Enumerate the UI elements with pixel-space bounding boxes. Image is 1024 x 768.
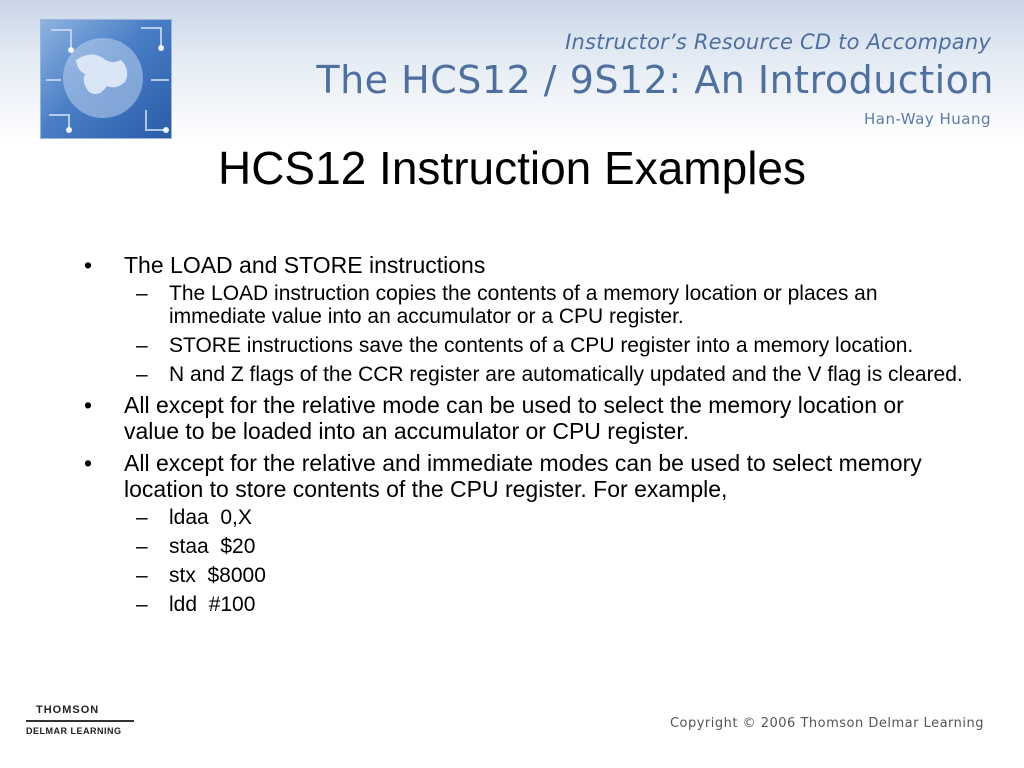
dash-marker: – (136, 535, 148, 558)
bullet-list (84, 252, 964, 616)
bullet-marker: • (84, 392, 93, 418)
bullet-item (84, 450, 964, 616)
sub-bullet-list (124, 506, 964, 616)
slide-title: HCS12 Instruction Examples (217, 142, 807, 194)
publisher-logo-bottom: DELMAR LEARNING (26, 726, 122, 736)
bullet-item (84, 392, 964, 444)
logo-divider (26, 720, 134, 722)
sub-bullet-item (124, 282, 964, 328)
publisher-logo (26, 704, 136, 738)
book-title: The HCS12 / 9S12: An Introduction (316, 58, 994, 102)
bullet-marker: • (84, 450, 93, 476)
dash-marker: – (136, 282, 148, 305)
code-example-text: ldd #100 (169, 593, 256, 616)
bullet-marker: • (84, 252, 93, 278)
copyright-notice: Copyright © 2006 Thomson Delmar Learning (669, 716, 984, 731)
bullet-text: The LOAD and STORE instructions (124, 252, 486, 278)
sub-bullet-text: N and Z flags of the CCR register are automatically updated and the V flag is cleared. (169, 363, 963, 386)
code-example (124, 506, 964, 529)
dash-marker: – (136, 334, 148, 357)
code-example-text: stx $8000 (169, 564, 266, 587)
book-author: Han-Way Huang (864, 110, 991, 128)
publisher-logo-top: THOMSON (36, 704, 100, 716)
code-example-text: ldaa 0,X (169, 506, 252, 529)
dash-marker: – (136, 564, 148, 587)
code-example (124, 593, 964, 616)
header-banner (0, 0, 1024, 145)
dash-marker: – (136, 363, 148, 386)
sub-bullet-text: STORE instructions save the contents of a CPU register into a memory location. (169, 334, 914, 357)
globe-circuit-icon (40, 19, 172, 139)
sub-bullet-item (124, 334, 964, 357)
code-example (124, 564, 964, 587)
header-subtitle: Instructor’s Resource CD to Accompany (565, 30, 991, 54)
code-example (124, 535, 964, 558)
dash-marker: – (136, 593, 148, 616)
dash-marker: – (136, 506, 148, 529)
sub-bullet-item (124, 363, 964, 386)
bullet-item (84, 252, 964, 386)
bullet-text: All except for the relative and immediate modes can be used to select memory location to store contents of the CPU register. For example, (124, 450, 922, 502)
sub-bullet-text: The LOAD instruction copies the contents of a memory location or places an immediate value into an accumulator or a CPU register. (169, 282, 878, 328)
slide-body (84, 252, 964, 622)
sub-bullet-list (124, 282, 964, 386)
bullet-text: All except for the relative mode can be used to select the memory location or value to be loaded into an accumulator or CPU register. (124, 392, 904, 444)
code-example-text: staa $20 (169, 535, 256, 558)
